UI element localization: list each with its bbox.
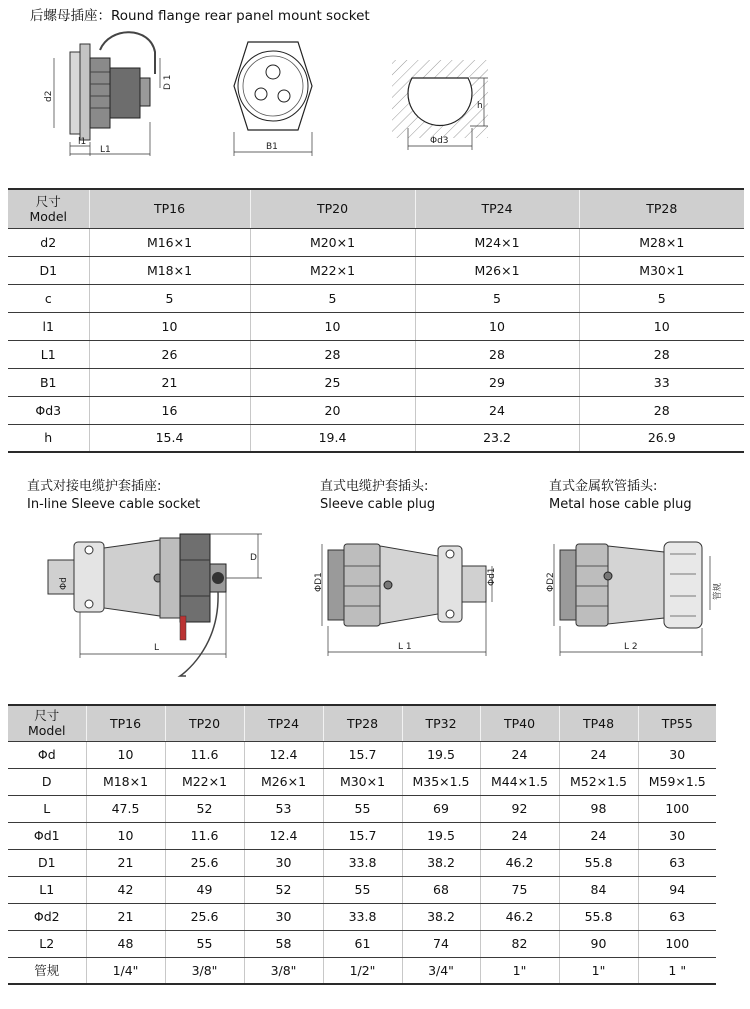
table-row [8, 396, 744, 424]
metal-hose-plug-drawing [530, 530, 740, 660]
table-row [8, 957, 716, 984]
table-cell: 47.5 [86, 795, 165, 822]
table-row [8, 312, 744, 340]
table-cell: M26×1 [415, 256, 579, 284]
table2-col-header: TP32 [402, 705, 480, 741]
table-cell: 19.5 [402, 822, 480, 849]
table-cell: 26 [89, 340, 250, 368]
table-cell: 84 [559, 876, 638, 903]
dim-pipe-label: 管规 [713, 582, 723, 600]
table2-header-cn: 尺寸 [34, 708, 60, 724]
table-cell: M52×1.5 [559, 768, 638, 795]
table-cell: 1" [559, 957, 638, 984]
table-cell: 69 [402, 795, 480, 822]
row-label: L [8, 795, 86, 822]
row-label: d2 [8, 228, 89, 256]
table-cell: 30 [244, 849, 323, 876]
inline-socket-drawing [30, 530, 280, 680]
section1-title: 后螺母插座：Round flange rear panel mount socket [30, 8, 370, 24]
table1-header-en: Model [29, 208, 68, 224]
table-cell: 24 [415, 396, 579, 424]
spec-table-2 [8, 704, 716, 985]
table-cell: 5 [415, 284, 579, 312]
row-label: 管规 [8, 957, 86, 984]
table-cell: 38.2 [402, 903, 480, 930]
table-cell: 19.4 [250, 424, 415, 452]
caption-metal-hose-plug-en: Metal hose cable plug [549, 497, 692, 512]
table-cell: 55.8 [559, 849, 638, 876]
table-cell: 15.7 [323, 741, 402, 768]
table-cell: 1 " [638, 957, 716, 984]
dim-l1-label: l1 [78, 137, 87, 147]
table-cell: 24 [480, 822, 559, 849]
caption-inline-socket [27, 478, 200, 514]
caption-metal-hose-plug-cn: 直式金属软管插头: [549, 479, 658, 494]
table2-col-header: TP16 [86, 705, 165, 741]
table-cell: 25.6 [165, 903, 244, 930]
table-cell: 52 [165, 795, 244, 822]
table-cell: 38.2 [402, 849, 480, 876]
row-label: c [8, 284, 89, 312]
table-cell: 1/4" [86, 957, 165, 984]
spec-table-1 [8, 188, 744, 453]
socket-side-view-drawing [40, 22, 200, 162]
table-cell: M18×1 [89, 256, 250, 284]
table-row [8, 284, 744, 312]
table-cell: 11.6 [165, 741, 244, 768]
dim-L1-label-2: L 1 [398, 642, 412, 652]
row-label: Φd1 [8, 822, 86, 849]
table-cell: 29 [415, 368, 579, 396]
table-cell: 55 [165, 930, 244, 957]
table-row [8, 903, 716, 930]
table-cell: 63 [638, 903, 716, 930]
table-cell: 16 [89, 396, 250, 424]
table-cell: 55.8 [559, 903, 638, 930]
table-cell: 5 [89, 284, 250, 312]
table-cell: 12.4 [244, 741, 323, 768]
table-cell: 58 [244, 930, 323, 957]
table-cell: 23.2 [415, 424, 579, 452]
table-cell: 10 [579, 312, 744, 340]
dim-D1-label: D 1 [163, 74, 173, 90]
table-cell: 3/4" [402, 957, 480, 984]
dim-B1-label: B1 [266, 142, 278, 152]
table-cell: 25.6 [165, 849, 244, 876]
dim-L1-label: L1 [100, 145, 111, 155]
table-cell: 24 [559, 822, 638, 849]
table-cell: M30×1 [579, 256, 744, 284]
dim-d-label: Φd [59, 577, 69, 590]
table-cell: 3/8" [244, 957, 323, 984]
caption-sleeve-plug [320, 478, 435, 514]
table-cell: 30 [244, 903, 323, 930]
row-label: D1 [8, 256, 89, 284]
table-row [8, 424, 744, 452]
table-cell: 33.8 [323, 849, 402, 876]
dim-d2-label: d2 [44, 90, 54, 102]
row-label: h [8, 424, 89, 452]
caption-sleeve-plug-cn: 直式电缆护套插头: [320, 479, 429, 494]
table-cell: 10 [86, 822, 165, 849]
table-cell: M24×1 [415, 228, 579, 256]
table-row [8, 876, 716, 903]
table-row [8, 340, 744, 368]
table-cell: 68 [402, 876, 480, 903]
table-cell: 63 [638, 849, 716, 876]
dim-D1-label-2: ΦD1 [314, 572, 324, 592]
socket-front-view-drawing [228, 36, 318, 162]
table-cell: 30 [638, 741, 716, 768]
table-cell: M20×1 [250, 228, 415, 256]
table-cell: 28 [415, 340, 579, 368]
table-cell: 19.5 [402, 741, 480, 768]
table-cell: M16×1 [89, 228, 250, 256]
dim-D-label: D [250, 553, 257, 563]
table-cell: 49 [165, 876, 244, 903]
table-cell: 53 [244, 795, 323, 822]
table1-corner-header [8, 189, 89, 228]
table-cell: M59×1.5 [638, 768, 716, 795]
dim-h-label: h [477, 101, 483, 111]
table-row [8, 741, 716, 768]
table-cell: 98 [559, 795, 638, 822]
dim-L2-label: L 2 [624, 642, 638, 652]
table-cell: 10 [86, 741, 165, 768]
table2-col-header: TP28 [323, 705, 402, 741]
table2-col-header: TP48 [559, 705, 638, 741]
row-label: D1 [8, 849, 86, 876]
table1-header-cn: 尺寸 [35, 193, 61, 209]
table-cell: 20 [250, 396, 415, 424]
table-cell: M18×1 [86, 768, 165, 795]
dim-d1-label: Φd1 [487, 567, 497, 586]
dim-D2-label: ΦD2 [546, 572, 556, 592]
table-cell: 24 [559, 741, 638, 768]
table-cell: M35×1.5 [402, 768, 480, 795]
row-label: B1 [8, 368, 89, 396]
table-cell: 55 [323, 795, 402, 822]
table-row [8, 795, 716, 822]
table2-col-header: TP55 [638, 705, 716, 741]
table-cell: 21 [86, 903, 165, 930]
table-row [8, 849, 716, 876]
table-row [8, 256, 744, 284]
table-cell: 28 [579, 396, 744, 424]
table-cell: 24 [480, 741, 559, 768]
table-cell: 55 [323, 876, 402, 903]
table-cell: 48 [86, 930, 165, 957]
table-cell: 12.4 [244, 822, 323, 849]
table-cell: 75 [480, 876, 559, 903]
table-cell: 28 [579, 340, 744, 368]
sleeve-plug-drawing [308, 530, 508, 660]
caption-inline-socket-en: In-line Sleeve cable socket [27, 497, 201, 512]
table-cell: 10 [415, 312, 579, 340]
row-label: Φd [8, 741, 86, 768]
table-cell: 100 [638, 930, 716, 957]
table-cell: 3/8" [165, 957, 244, 984]
table-cell: 30 [638, 822, 716, 849]
panel-cutout-drawing [388, 56, 498, 156]
table2-corner-header [8, 705, 86, 741]
caption-inline-socket-cn: 直式对接电缆护套插座: [27, 479, 162, 494]
table-cell: 21 [89, 368, 250, 396]
table-row [8, 228, 744, 256]
table-cell: 26.9 [579, 424, 744, 452]
table-row [8, 768, 716, 795]
table-cell: 10 [89, 312, 250, 340]
row-label: l1 [8, 312, 89, 340]
table1-col-header: TP28 [579, 189, 744, 228]
table-row [8, 930, 716, 957]
table-cell: 82 [480, 930, 559, 957]
table-cell: M30×1 [323, 768, 402, 795]
row-label: L1 [8, 340, 89, 368]
table1-col-header: TP20 [250, 189, 415, 228]
table-cell: 15.7 [323, 822, 402, 849]
table2-col-header: TP20 [165, 705, 244, 741]
row-label: L1 [8, 876, 86, 903]
table-cell: 52 [244, 876, 323, 903]
table-cell: 21 [86, 849, 165, 876]
caption-metal-hose-plug [549, 478, 692, 514]
table-cell: 11.6 [165, 822, 244, 849]
table2-col-header: TP40 [480, 705, 559, 741]
table-cell: 10 [250, 312, 415, 340]
table-cell: 5 [579, 284, 744, 312]
table-cell: 61 [323, 930, 402, 957]
caption-sleeve-plug-en: Sleeve cable plug [320, 497, 436, 512]
dim-L-label: L [154, 643, 160, 653]
table2-col-header: TP24 [244, 705, 323, 741]
table-cell: 28 [250, 340, 415, 368]
table-cell: M44×1.5 [480, 768, 559, 795]
row-label: Φd3 [8, 396, 89, 424]
table-cell: 1" [480, 957, 559, 984]
row-label: L2 [8, 930, 86, 957]
table-cell: 33 [579, 368, 744, 396]
table-cell: 46.2 [480, 849, 559, 876]
table-cell: M22×1 [250, 256, 415, 284]
table-cell: M22×1 [165, 768, 244, 795]
table-cell: 25 [250, 368, 415, 396]
row-label: Φd2 [8, 903, 86, 930]
table-cell: 90 [559, 930, 638, 957]
table-cell: 42 [86, 876, 165, 903]
table-cell: M26×1 [244, 768, 323, 795]
table1-col-header: TP16 [89, 189, 250, 228]
table-cell: 15.4 [89, 424, 250, 452]
table-cell: 33.8 [323, 903, 402, 930]
table-cell: M28×1 [579, 228, 744, 256]
table-cell: 74 [402, 930, 480, 957]
dim-d3-label: Φd3 [430, 136, 449, 146]
table2-header-en: Model [27, 723, 66, 739]
table-cell: 46.2 [480, 903, 559, 930]
table-cell: 92 [480, 795, 559, 822]
table-row [8, 368, 744, 396]
table-cell: 1/2" [323, 957, 402, 984]
table-cell: 5 [250, 284, 415, 312]
row-label: D [8, 768, 86, 795]
table1-col-header: TP24 [415, 189, 579, 228]
table-row [8, 822, 716, 849]
table-cell: 100 [638, 795, 716, 822]
table-cell: 94 [638, 876, 716, 903]
